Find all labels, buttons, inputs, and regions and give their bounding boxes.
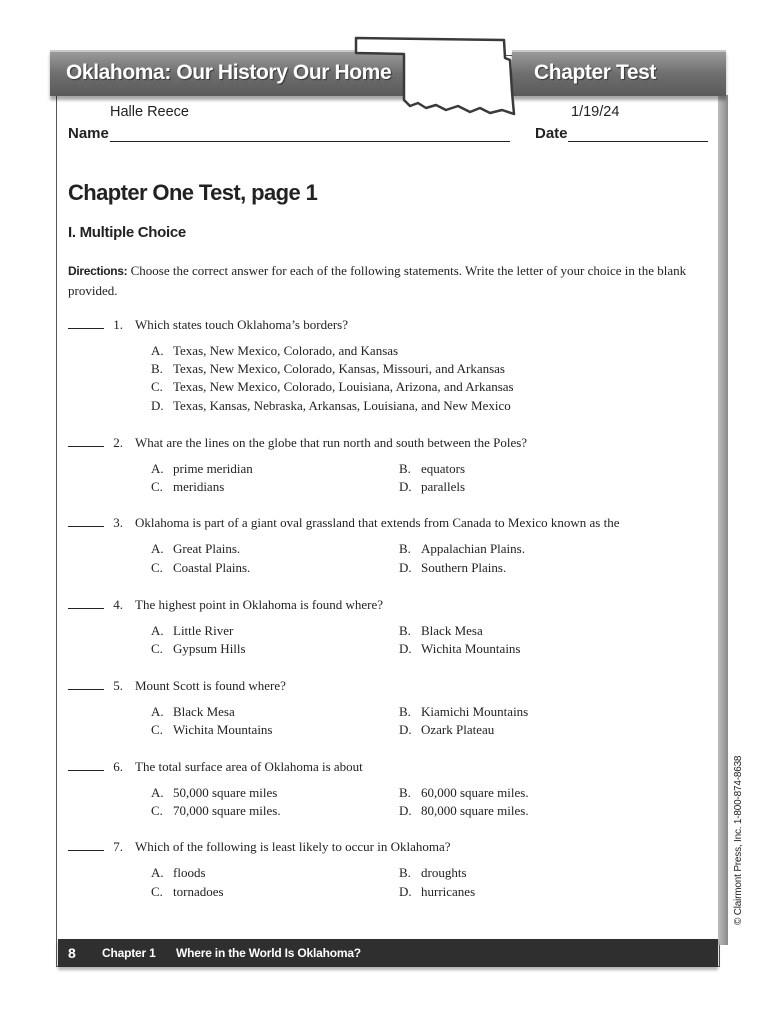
date-value: 1/19/24 (571, 104, 620, 120)
option-text: tornadoes (173, 884, 224, 899)
question-text: The total surface area of Oklahoma is about (135, 759, 363, 774)
option-text: Texas, New Mexico, Colorado, and Kansas (173, 343, 399, 358)
question-6 (68, 759, 123, 775)
option-letter: B. (399, 541, 411, 556)
option-text: Appalachian Plains. (421, 541, 525, 556)
option-letter: C. (151, 803, 163, 818)
option-text: prime meridian (173, 461, 253, 476)
section-title: I. Multiple Choice (68, 224, 186, 241)
question-7 (68, 839, 123, 855)
option-letter: B. (399, 865, 411, 880)
option-letter: A. (151, 343, 164, 358)
option-letter: C. (151, 641, 163, 656)
question-number: 5. (113, 678, 123, 693)
question-text: Which states touch Oklahoma’s borders? (135, 317, 348, 332)
page-title: Chapter One Test, page 1 (68, 180, 318, 205)
option-text: Texas, Kansas, Nebraska, Arkansas, Louisiana, and New Mexico (173, 398, 511, 413)
question-number: 1. (113, 317, 123, 332)
answer-blank[interactable] (68, 435, 104, 447)
option-text: Little River (173, 623, 234, 638)
option-text: Black Mesa (173, 704, 235, 719)
option-text: Great Plains. (173, 541, 241, 556)
answer-blank[interactable] (68, 515, 104, 527)
option-letter: B. (399, 704, 411, 719)
page-number: 8 (68, 945, 76, 961)
answer-blank[interactable] (68, 839, 104, 851)
chapter-test-label: Chapter Test (534, 61, 656, 84)
option-text: Wichita Mountains (173, 722, 273, 737)
option-text: hurricanes (421, 884, 476, 899)
question-text: Mount Scott is found where? (135, 678, 286, 693)
question-number: 2. (113, 435, 123, 450)
answer-blank[interactable] (68, 759, 104, 771)
option-text: equators (421, 461, 466, 476)
option-text: floods (173, 865, 206, 880)
option-letter: A. (151, 541, 164, 556)
option-letter: C. (151, 722, 163, 737)
footer-bar (58, 939, 718, 967)
option-text: Texas, New Mexico, Colorado, Louisiana, Arizona, and Arkansas (173, 379, 514, 394)
copyright-notice: © Clairmont Press, Inc. 1-800-874-8638 (733, 755, 744, 925)
option-text: Texas, New Mexico, Colorado, Kansas, Missouri, and Arkansas (173, 361, 505, 376)
option-letter: B. (151, 361, 163, 376)
option-letter: A. (151, 461, 164, 476)
option-letter: D. (399, 479, 412, 494)
option-letter: D. (399, 884, 412, 899)
answer-blank[interactable] (68, 597, 104, 609)
option-text: Kiamichi Mountains (421, 704, 529, 719)
question-text: What are the lines on the globe that run north and south between the Poles? (135, 435, 528, 450)
page-frame-edge (718, 95, 728, 945)
option-letter: B. (399, 461, 411, 476)
option-text: meridians (173, 479, 225, 494)
option-letter: D. (399, 722, 412, 737)
directions-label: Directions: (68, 264, 128, 278)
question-text: Oklahoma is part of a giant oval grassland that extends from Canada to Mexico known as the (135, 515, 620, 530)
footer-chapter-title: Where in the World Is Oklahoma? (176, 946, 361, 960)
question-1 (68, 317, 123, 333)
option-letter: D. (151, 398, 164, 413)
date-field[interactable] (568, 141, 708, 142)
option-text: Gypsum Hills (173, 641, 246, 656)
footer-chapter: Chapter 1 (102, 946, 156, 960)
date-label: Date (535, 125, 568, 142)
option-text: Wichita Mountains (421, 641, 521, 656)
option-text: Ozark Plateau (421, 722, 495, 737)
option-text: Southern Plains. (421, 560, 507, 575)
question-5 (68, 678, 123, 694)
header-bar-right (512, 50, 726, 96)
book-title: Oklahoma: Our History Our Home (66, 61, 392, 84)
option-text: Black Mesa (421, 623, 483, 638)
option-text: parallels (421, 479, 466, 494)
question-text: The highest point in Oklahoma is found where? (135, 597, 384, 612)
question-number: 3. (113, 515, 123, 530)
question-number: 6. (113, 759, 123, 774)
name-label: Name (68, 125, 109, 142)
option-text: Coastal Plains. (173, 560, 251, 575)
answer-blank[interactable] (68, 678, 104, 690)
question-number: 7. (113, 839, 123, 854)
option-letter: D. (399, 803, 412, 818)
question-3 (68, 515, 123, 531)
option-letter: A. (151, 785, 164, 800)
option-letter: C. (151, 479, 163, 494)
option-letter: A. (151, 623, 164, 638)
directions-text: Choose the correct answer for each of the following statements. Write the letter of your choice in the blank provided. (68, 263, 687, 298)
question-number: 4. (113, 597, 123, 612)
option-letter: B. (399, 623, 411, 638)
option-letter: D. (399, 560, 412, 575)
option-letter: C. (151, 379, 163, 394)
option-text: droughts (421, 865, 467, 880)
option-letter: A. (151, 704, 164, 719)
option-text: 80,000 square miles. (421, 803, 529, 818)
question-2 (68, 435, 123, 451)
option-text: 50,000 square miles (173, 785, 278, 800)
question-text: Which of the following is least likely to occur in Oklahoma? (135, 839, 451, 854)
option-letter: D. (399, 641, 412, 656)
option-text: 60,000 square miles. (421, 785, 529, 800)
option-letter: C. (151, 884, 163, 899)
option-letter: C. (151, 560, 163, 575)
question-4 (68, 597, 123, 613)
oklahoma-state-icon (352, 34, 522, 118)
option-letter: B. (399, 785, 411, 800)
directions (68, 261, 713, 300)
answer-blank[interactable] (68, 317, 104, 329)
name-field[interactable] (110, 141, 510, 142)
option-text: 70,000 square miles. (173, 803, 281, 818)
option-letter: A. (151, 865, 164, 880)
student-name-value: Halle Reece (110, 104, 189, 120)
